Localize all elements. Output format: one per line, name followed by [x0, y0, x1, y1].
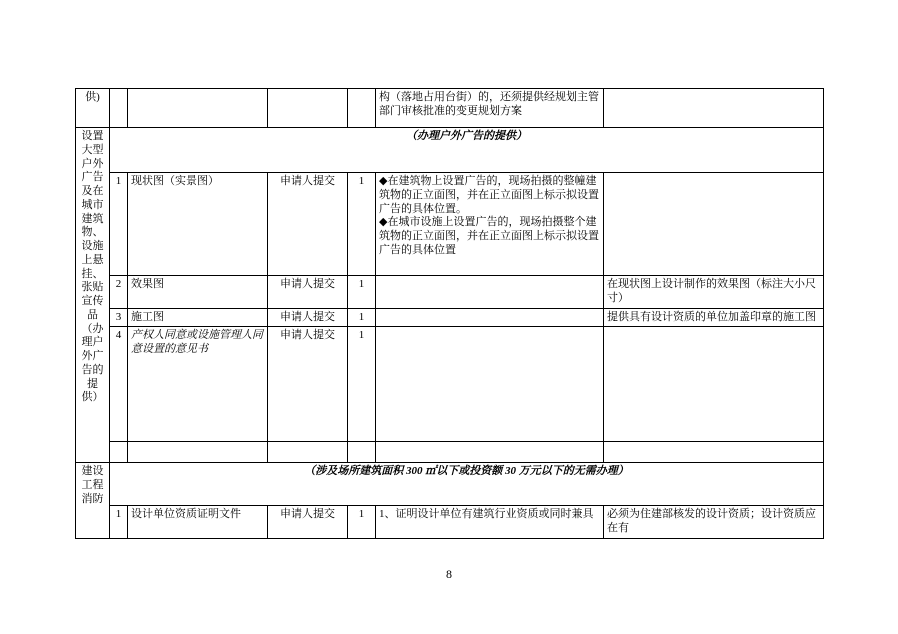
row-requirement	[376, 308, 604, 327]
row-submit-method: 申请人提交	[268, 506, 348, 539]
section-banner-row	[76, 128, 824, 173]
row-material-name: 产权人同意或设施管理人同意设置的意见书	[128, 327, 268, 442]
row-submit-method: 申请人提交	[268, 276, 348, 309]
row-material-name	[128, 89, 268, 128]
row-note	[604, 442, 824, 463]
row-index	[110, 89, 128, 128]
table-row	[76, 308, 824, 327]
row-material-name: 现状图（实景图）	[128, 173, 268, 276]
row-index: 1	[110, 506, 128, 539]
table-row	[76, 442, 824, 463]
table-row	[76, 327, 824, 442]
page-number: 8	[446, 567, 452, 581]
row-material-name: 效果图	[128, 276, 268, 309]
row-material-name: 施工图	[128, 308, 268, 327]
row-index: 4	[110, 327, 128, 442]
row-note	[604, 327, 824, 442]
row-requirement	[376, 327, 604, 442]
row-requirement: 1、证明设计单位有建筑行业资质或同时兼具	[376, 506, 604, 539]
row-submit-method	[268, 89, 348, 128]
table-row	[76, 89, 824, 128]
table-row	[76, 173, 824, 276]
row-requirement	[376, 442, 604, 463]
row-count: 1	[348, 173, 376, 276]
section-banner-row	[76, 463, 824, 506]
row-index: 2	[110, 276, 128, 309]
section-banner: （办理户外广告的提供）	[110, 128, 824, 173]
form-table-container	[75, 88, 823, 539]
row-submit-method: 申请人提交	[268, 173, 348, 276]
requirement-line: ◆在建筑物上设置广告的，现场拍摄的整幢建筑物的正立面图，并在正立面图上标示拟设置广告的具体位置。	[379, 175, 599, 215]
row-requirement: 构（落地占用台街）的，还须提供经规划主管部门审核批准的变更规划方案	[376, 89, 604, 128]
row-note: 必须为住建部核发的设计资质；设计资质应在有	[604, 506, 824, 539]
row-requirement	[376, 276, 604, 309]
section-side-label: 建设工程消防	[76, 463, 110, 539]
requirements-table	[75, 88, 824, 539]
row-count: 1	[348, 506, 376, 539]
row-note: 提供具有设计资质的单位加盖印章的施工图	[604, 308, 824, 327]
row-submit-method: 申请人提交	[268, 327, 348, 442]
row-side-label: 供)	[76, 89, 110, 128]
row-index: 3	[110, 308, 128, 327]
row-material-name: 设计单位资质证明文件	[128, 506, 268, 539]
row-count: 1	[348, 308, 376, 327]
row-count	[348, 442, 376, 463]
row-index	[110, 442, 128, 463]
section-banner: （涉及场所建筑面积 300 ㎡以下或投资额 30 万元以下的无需办理）	[110, 463, 824, 506]
row-count	[348, 89, 376, 128]
table-row	[76, 506, 824, 539]
table-row	[76, 276, 824, 309]
row-count: 1	[348, 276, 376, 309]
row-note	[604, 173, 824, 276]
row-submit-method	[268, 442, 348, 463]
row-note	[604, 89, 824, 128]
row-material-name	[128, 442, 268, 463]
row-requirement	[376, 173, 604, 276]
requirement-line: ◆在城市设施上设置广告的，现场拍摄整个建筑物的正立面图，并在正立面图上标示拟设置广告的具体位置	[379, 216, 599, 256]
row-count: 1	[348, 327, 376, 442]
row-index: 1	[110, 173, 128, 276]
row-note: 在现状图上设计制作的效果图（标注大小尺寸）	[604, 276, 824, 309]
row-submit-method: 申请人提交	[268, 308, 348, 327]
section-side-label: 设置大型户外广告及在城市建筑物、设施上悬挂、张贴宣传品（办理户外广告的提供）	[76, 128, 110, 463]
